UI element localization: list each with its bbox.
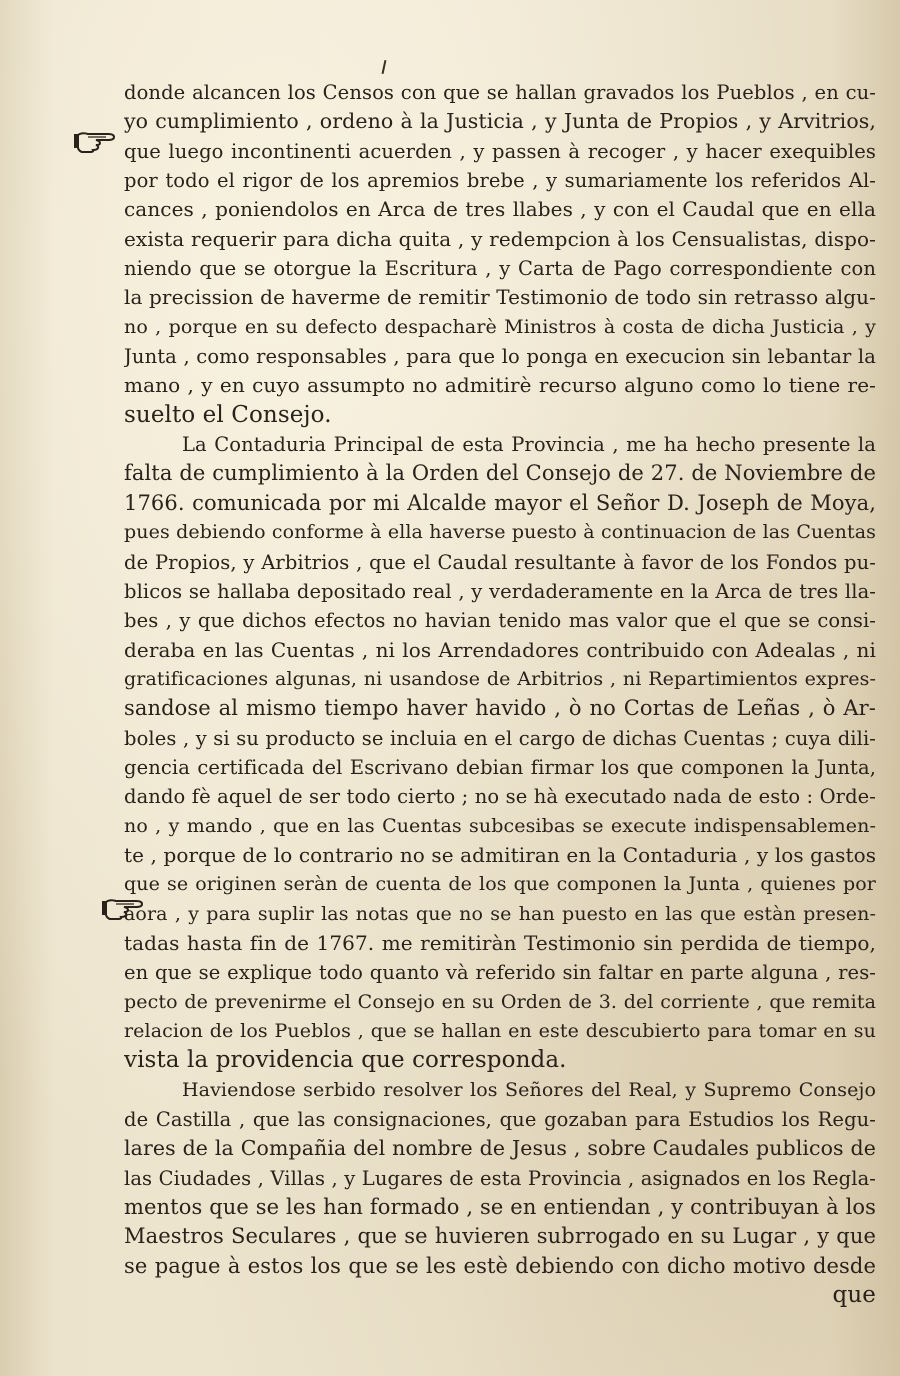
text-line: yo cumplimiento , ordeno à la Justicia , y Junta de Propios , y Arvitrios, — [124, 109, 876, 134]
text-line: pues debiendo conforme à ella haverse puesto à continuacion de las Cuentas — [124, 521, 876, 544]
text-line: lares de la Compañia del nombre de Jesus , sobre Caudales publicos de — [124, 1136, 876, 1161]
ink-mark — [382, 60, 387, 74]
text-line: las Ciudades , Villas , y Lugares de esta Provincia , asignados en los Regla- — [124, 1166, 876, 1190]
text-line: suelto el Consejo. — [124, 401, 332, 428]
text-line: que se originen seràn de cuenta de los que componen la Junta , quienes por — [124, 873, 876, 896]
text-line: en que se explique todo quanto và referido sin faltar en parte alguna , res- — [124, 961, 876, 985]
text-line: cances , poniendolos en Arca de tres llabes , y con el Caudal que en ella — [124, 197, 876, 222]
text-line: Maestros Seculares , que se huvieren subrrogado en su Lugar , y que — [124, 1224, 876, 1249]
text-line: relacion de los Pueblos , que se hallan en este descubierto para tomar en su — [124, 1020, 876, 1042]
pointing-hand-icon — [72, 128, 118, 154]
text-line: de Propios, y Arbitrios , que el Caudal resultante à favor de los Fondos pu- — [124, 550, 876, 574]
document-body — [124, 78, 876, 1310]
text-line: deraba en las Cuentas , ni los Arrendadores contribuido con Adealas , ni — [124, 637, 876, 662]
text-line: dando fè aquel de ser todo cierto ; no se hà executado nada de esto : Orde- — [124, 785, 876, 809]
text-line: vista la providencia que corresponda. — [124, 1047, 567, 1074]
text-line: gencia certificada del Escrivano debian firmar los que componen la Junta, — [124, 755, 876, 779]
text-line: donde alcancen los Censos con que se hallan gravados los Pueblos , en cu- — [124, 81, 876, 104]
text-line: blicos se hallaba depositado real , y verdaderamente en la Arca de tres lla- — [124, 579, 876, 603]
text-line: gratificaciones algunas, ni usandose de Arbitrios , ni Repartimientos expres- — [124, 667, 876, 690]
text-line: no , porque en su defecto despacharè Ministros à costa de dicha Justicia , y — [124, 315, 876, 338]
text-line: sandose al mismo tiempo haver havido , ò no Cortas de Leñas , ò Ar- — [124, 696, 876, 721]
text-line: te , porque de lo contrario no se admitiran en la Contaduria , y los gastos — [124, 842, 876, 867]
text-line: falta de cumplimiento à la Orden del Consejo de 27. de Noviembre de — [124, 461, 876, 486]
catchword: que — [832, 1282, 876, 1309]
text-line: 1766. comunicada por mi Alcalde mayor el Señor D. Joseph de Moya, — [124, 490, 876, 515]
text-line: no , y mando , que en las Cuentas subcesibas se execute indispensablemen- — [124, 814, 876, 837]
text-line: la precission de haverme de remitir Testimonio de todo sin retrasso algu- — [124, 285, 876, 310]
text-line: exista requerir para dicha quita , y redempcion à los Censualistas, dispo- — [124, 226, 876, 251]
text-line: por todo el rigor de los apremios brebe , y sumariamente los referidos Al- — [124, 169, 876, 193]
paragraph-start-line: La Contaduria Principal de esta Provincia , me ha hecho presente la — [182, 433, 876, 457]
text-line: niendo que se otorgue la Escritura , y Carta de Pago correspondiente con — [124, 257, 876, 281]
text-line: bes , y que dichos efectos no havian tenido mas valor que el que se consi- — [124, 609, 876, 633]
pointing-hand-icon-graphic — [72, 128, 118, 154]
text-line: que luego incontinenti acuerden , y passen à recoger , y hacer exequibles — [124, 139, 876, 163]
text-line: se pague à estos los que se les estè debiendo con dicho motivo desde — [124, 1253, 876, 1278]
text-line: boles , y si su producto se incluia en el cargo de dichas Cuentas ; cuya dili- — [124, 726, 876, 750]
text-line: Junta , como responsables , para que lo ponga en execucion sin lebantar la — [124, 345, 876, 369]
text-line: pecto de prevenirme el Consejo en su Orden de 3. del corriente , que remita — [124, 990, 876, 1013]
text-line: de Castilla , que las consignaciones, que gozaban para Estudios los Regu- — [124, 1108, 876, 1132]
text-line: aora , y para suplir las notas que no se han puesto en las que estàn presen- — [124, 902, 876, 925]
text-line: mano , y en cuyo assumpto no admitirè recurso alguno como lo tiene re- — [124, 373, 876, 398]
paragraph-start-line: Haviendose serbido resolver los Señores del Real, y Supremo Consejo — [182, 1078, 876, 1101]
text-line: mentos que se les han formado , se en entiendan , y contribuyan à los — [124, 1195, 876, 1220]
text-line: tadas hasta fin de 1767. me remitiràn Testimonio sin perdida de tiempo, — [124, 930, 876, 955]
